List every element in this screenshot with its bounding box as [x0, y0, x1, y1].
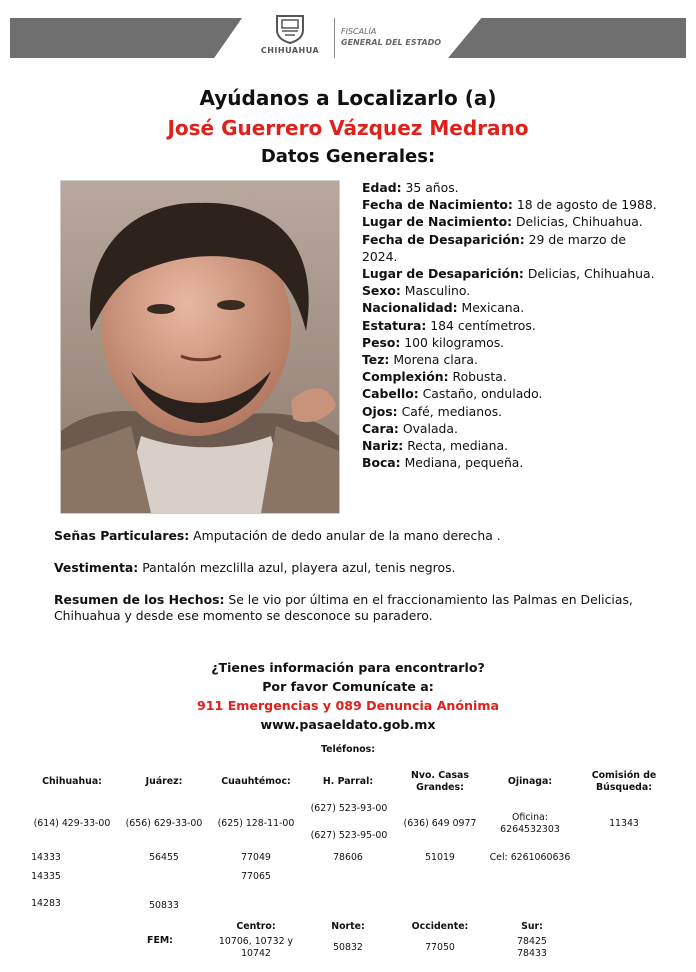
summary [54, 592, 654, 624]
phone-juarez-ext-1: 56455 [149, 852, 179, 863]
detail-value: 184 centímetros. [430, 317, 536, 333]
detail-value: Recta, mediana. [407, 438, 509, 454]
detail-row [362, 368, 662, 385]
header-bar-left [10, 18, 242, 58]
fem-centro: 10706, 10732 y 10742 [218, 936, 294, 959]
agency-line-1: FISCALÍA [341, 27, 377, 36]
detail-row [362, 385, 662, 402]
detail-row [362, 420, 662, 437]
detail-label: Tez: [362, 352, 390, 368]
detail-value: Robusta. [452, 369, 507, 385]
detail-label: Edad: [362, 180, 402, 195]
detail-value: 18 de agosto de 1988. [516, 197, 657, 213]
phone-comision: 11343 [609, 818, 639, 829]
state-logo [248, 14, 332, 62]
detail-label: Cabello: [362, 386, 419, 402]
phone-juarez-main: (656) 629-33-00 [125, 818, 203, 829]
detail-label: Boca: [362, 455, 401, 471]
header-bar-right [448, 18, 686, 58]
fem-norte: 50832 [333, 942, 363, 953]
detail-row [362, 437, 662, 454]
phones-title: Teléfonos: [320, 744, 376, 755]
phone-ojinaga-cell: Cel: 6261060636 [489, 852, 571, 863]
phone-parral-2: (627) 523-95-00 [310, 830, 388, 841]
detail-row [362, 317, 662, 334]
website-link[interactable]: www.pasaeldato.gob.mx [260, 717, 436, 732]
phone-cuauhtemoc-ext-2: 77065 [241, 871, 271, 882]
phone-juarez-ext-2: 50833 [149, 900, 179, 911]
detail-value: Masculino. [404, 283, 471, 299]
detail-label: Ojos: [362, 403, 398, 419]
agency-line-2: GENERAL DEL ESTADO [341, 38, 442, 47]
contact-question: ¿Tienes información para encontrarlo? [211, 660, 485, 675]
phone-casas-grandes-main: (636) 649 0977 [403, 818, 477, 829]
fem-header-centro: Centro: [236, 921, 276, 932]
clothing-label: Vestimenta: [54, 560, 139, 575]
detail-label: Nariz: [362, 438, 404, 454]
detail-value: Delicias, Chihuahua. [527, 266, 655, 282]
phone-chihuahua-ext-1: 14333 [31, 852, 61, 863]
emergency-numbers: 911 Emergencias y 089 Denuncia Anónima [197, 698, 499, 713]
phone-ojinaga-office-label: Oficina: [512, 812, 548, 823]
particular-signs [54, 528, 654, 544]
details-list [362, 179, 662, 471]
header-comision: Comisión de Búsqueda: [591, 770, 657, 793]
detail-value: 100 kilogramos. [404, 334, 505, 350]
section-title: Datos Generales: [260, 146, 436, 167]
detail-row [362, 454, 662, 471]
detail-row [362, 231, 662, 265]
page-title: Ayúdanos a Localizarlo (a) [199, 86, 497, 110]
detail-value: Castaño, ondulado. [422, 386, 543, 402]
detail-value: Ovalada. [402, 420, 458, 436]
contact-please: Por favor Comunícate a: [262, 679, 434, 694]
phone-casas-grandes-ext: 51019 [425, 852, 455, 863]
detail-label: Fecha de Nacimiento: [362, 197, 513, 213]
header-ojinaga: Ojinaga: [507, 776, 553, 787]
phone-ojinaga-office: 6264532303 [500, 824, 560, 835]
detail-row [362, 179, 662, 196]
detail-row [362, 403, 662, 420]
phone-chihuahua-ext-2: 14335 [31, 871, 61, 882]
header-cuauhtemoc: Cuauhtémoc: [221, 776, 291, 787]
detail-label: Peso: [362, 334, 401, 350]
detail-row [362, 265, 662, 282]
detail-label: Cara: [362, 420, 399, 436]
phone-cuauhtemoc-ext-1: 77049 [241, 852, 271, 863]
fem-sur: 78425 78433 [517, 936, 547, 959]
particular-signs-label: Señas Particulares: [54, 528, 190, 543]
phone-chihuahua-ext-3: 14283 [31, 898, 61, 909]
phone-parral-1: (627) 523-93-00 [310, 803, 388, 814]
detail-label: Estatura: [362, 317, 427, 333]
header-chihuahua: Chihuahua: [42, 776, 102, 787]
detail-row [362, 196, 662, 213]
clothing [54, 560, 654, 576]
fem-header-occidente: Occidente: [411, 921, 469, 932]
fem-header-sur: Sur: [521, 921, 543, 932]
header-divider [334, 18, 335, 58]
detail-label: Nacionalidad: [362, 300, 458, 316]
fem-header-norte: Norte: [331, 921, 365, 932]
header-casas-grandes: Nvo. Casas Grandes: [411, 770, 469, 793]
fem-occidente: 77050 [425, 942, 455, 953]
header-parral: H. Parral: [322, 776, 374, 787]
person-photo [60, 180, 340, 514]
detail-value: Delicias, Chihuahua. [516, 214, 643, 230]
detail-value: 29 de marzo de 2024. [362, 231, 627, 264]
phone-chihuahua-main: (614) 429-33-00 [33, 818, 111, 829]
detail-row [362, 299, 662, 316]
detail-row [362, 282, 662, 299]
clothing-value: Pantalón mezclilla azul, playera azul, tenis negros. [142, 560, 456, 575]
detail-label: Complexión: [362, 369, 449, 385]
detail-label: Fecha de Desaparición: [362, 231, 525, 247]
summary-label: Resumen de los Hechos: [54, 592, 225, 607]
detail-value: Mediana, pequeña. [404, 455, 524, 471]
logo-text: CHIHUAHUA [260, 46, 320, 55]
particular-signs-value: Amputación de dedo anular de la mano derecha . [193, 528, 501, 543]
detail-row [362, 213, 662, 230]
detail-row [362, 334, 662, 351]
detail-label: Sexo: [362, 283, 401, 299]
detail-value: Café, medianos. [401, 403, 503, 419]
phone-parral-ext: 78606 [333, 852, 363, 863]
fem-label: FEM: [147, 935, 173, 946]
phone-cuauhtemoc-main: (625) 128-11-00 [217, 818, 295, 829]
detail-value: 35 años. [405, 180, 459, 195]
missing-person-name: José Guerrero Vázquez Medrano [167, 116, 529, 140]
summary-value: Se le vio por última en el fraccionamiento las Palmas en Delicias, Chihuahua y desde ese momento se desconoce su paradero. [54, 592, 633, 623]
detail-value: Mexicana. [461, 300, 525, 316]
detail-value: Morena clara. [393, 352, 478, 368]
detail-label: Lugar de Nacimiento: [362, 214, 513, 230]
shield-icon [273, 14, 307, 44]
detail-row [362, 351, 662, 368]
header-juarez: Juárez: [145, 776, 183, 787]
detail-label: Lugar de Desaparición: [362, 266, 524, 282]
agency-name [341, 26, 441, 48]
